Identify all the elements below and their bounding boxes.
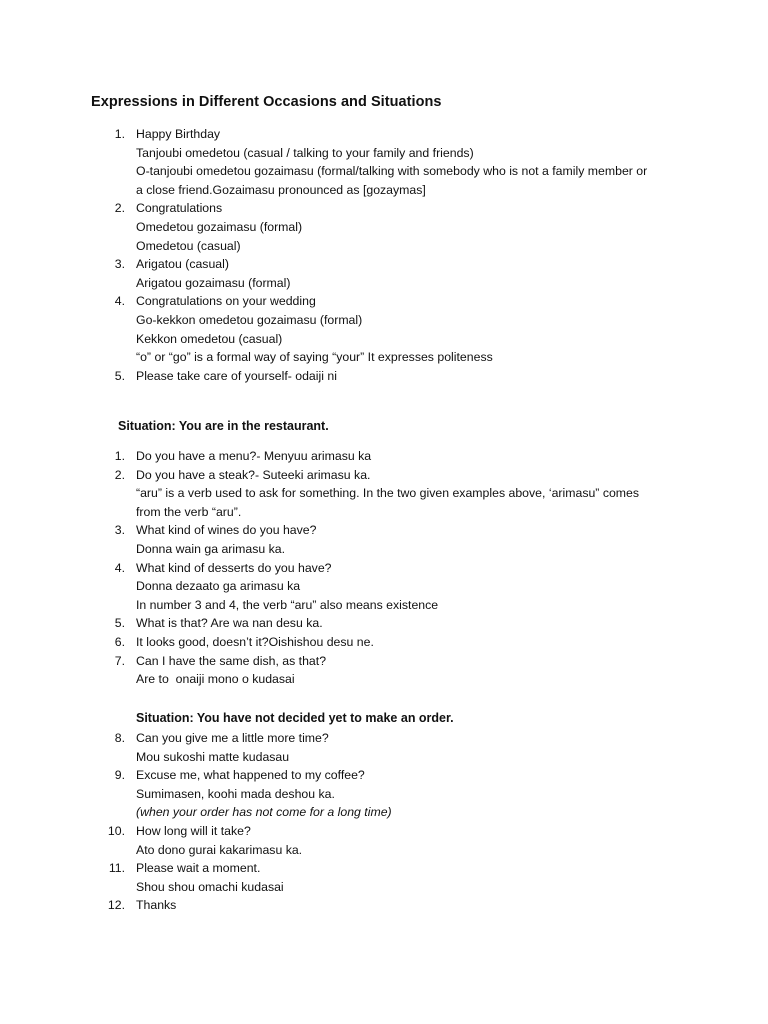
list-item-text [136, 521, 696, 558]
list-item-line: Do you have a menu?- Menyuu arimasu ka [136, 449, 372, 463]
list-item-text [136, 896, 696, 915]
list-item [0, 292, 768, 366]
list-item-number: 5. [114, 616, 125, 631]
list-item [0, 466, 768, 522]
list-item-line: Omedetou (casual) [136, 238, 241, 253]
list-item-text [136, 633, 696, 652]
list-item-number: 7. [114, 653, 125, 668]
list-item [0, 859, 768, 896]
list-item-number: 12. [107, 898, 125, 913]
list-item-number: 11. [108, 861, 125, 876]
list-item-number: 1. [114, 449, 125, 463]
list-item [0, 367, 768, 386]
list-item-line: “aru” is a verb used to ask for something. In the two given examples above, ‘arimasu” comes [136, 486, 640, 501]
list-item-text [136, 559, 696, 615]
list-item-text [136, 292, 696, 366]
list-item-number: 3. [114, 257, 125, 272]
list-item-number: 3. [114, 523, 125, 538]
document-title: Expressions in Different Occasions and Situations [91, 94, 442, 110]
list-item [0, 125, 768, 199]
list-item-line: Congratulations on your wedding [136, 294, 316, 309]
list-item [0, 614, 768, 633]
list-item-line: (when your order has not come for a long time) [136, 805, 392, 820]
list-item-number: 9. [114, 768, 125, 783]
list-item-line: Donna dezaato ga arimasu ka [136, 579, 301, 594]
list-item-line: Tanjoubi omedetou (casual / talking to your family and friends) [136, 145, 474, 160]
list-item-text [136, 199, 696, 255]
list-item-line: O-tanjoubi omedetou gozaimasu (formal/talking with somebody who is not a family member or [136, 164, 648, 179]
list-item-line: Can I have the same dish, as that? [136, 653, 327, 668]
list-item-line: Mou sukoshi matte kudasau [136, 749, 290, 764]
list-item [0, 447, 768, 466]
list-item [0, 199, 768, 255]
list-item-text [136, 822, 696, 859]
list-item-text [136, 766, 696, 822]
list-item-text [136, 447, 696, 466]
list-item-text [136, 466, 696, 522]
order-situation-heading: Situation: You have not decided yet to make an order. [136, 711, 454, 725]
list-item-text [136, 614, 696, 633]
restaurant-situation-heading: Situation: You are in the restaurant. [118, 419, 329, 433]
list-item [0, 521, 768, 558]
list-item [0, 896, 768, 915]
list-item-line: Are to onaiji mono o kudasai [136, 672, 295, 687]
list-item-line: Arigatou gozaimasu (formal) [136, 275, 291, 290]
list-item-number: 2. [114, 467, 125, 482]
list-item-line: Kekkon omedetou (casual) [136, 331, 283, 346]
list-item-text [136, 729, 696, 766]
list-item-line: Can you give me a little more time? [136, 731, 329, 745]
list-item-line: It looks good, doesn’t it?Oishishou desu ne. [136, 634, 374, 649]
list-item-number: 6. [114, 634, 125, 649]
list-item [0, 652, 768, 689]
list-item-number: 4. [114, 560, 125, 575]
list-item-line: Donna wain ga arimasu ka. [136, 541, 286, 556]
list-item [0, 255, 768, 292]
list-item-number: 5. [114, 368, 125, 383]
list-item [0, 766, 768, 822]
list-item-text [136, 367, 696, 386]
list-item-line: How long will it take? [136, 823, 251, 838]
list-item-line: What kind of wines do you have? [136, 523, 317, 538]
list-item [0, 729, 768, 766]
list-item-line: In number 3 and 4, the verb “aru” also means existence [136, 597, 439, 612]
list-item-line: Ato dono gurai kakarimasu ka. [136, 842, 303, 857]
list-item-number: 4. [114, 294, 125, 309]
list-item-line: Please take care of yourself- odaiji ni [136, 368, 337, 383]
list-item-line: What kind of desserts do you have? [136, 560, 332, 575]
list-item-number: 2. [114, 201, 125, 216]
restaurant-list [0, 447, 768, 689]
list-item-line: “o” or “go” is a formal way of saying “your” It expresses politeness [136, 350, 493, 365]
list-item-line: from the verb “aru”. [136, 504, 242, 519]
list-item-text [136, 652, 696, 689]
list-item-number: 10. [107, 823, 125, 838]
list-item [0, 633, 768, 652]
list-item [0, 822, 768, 859]
list-item-line: Please wait a moment. [136, 861, 261, 876]
list-item-line: a close friend.Gozaimasu pronounced as [gozaymas] [136, 182, 426, 197]
list-item-line: Thanks [136, 898, 177, 913]
list-item-text [136, 859, 696, 896]
list-item-line: Shou shou omachi kudasai [136, 879, 284, 894]
list-item-line: Arigatou (casual) [136, 257, 229, 272]
order-list [0, 729, 768, 915]
list-item-line: Do you have a steak?- Suteeki arimasu ka. [136, 467, 371, 482]
list-item-line: Go-kekkon omedetou gozaimasu (formal) [136, 312, 363, 327]
list-item-line: Congratulations [136, 201, 223, 216]
list-item-line: Sumimasen, koohi mada deshou ka. [136, 786, 335, 801]
list-item-number: 8. [114, 731, 125, 745]
list-item-line: Happy Birthday [136, 127, 221, 141]
list-item-line: Omedetou gozaimasu (formal) [136, 219, 303, 234]
list-item-line: Excuse me, what happened to my coffee? [136, 768, 365, 783]
list-item-number: 1. [114, 127, 125, 141]
occasions-list [0, 125, 768, 385]
list-item-text [136, 255, 696, 292]
list-item [0, 559, 768, 615]
list-item-line: What is that? Are wa nan desu ka. [136, 616, 323, 631]
list-item-text [136, 125, 696, 199]
